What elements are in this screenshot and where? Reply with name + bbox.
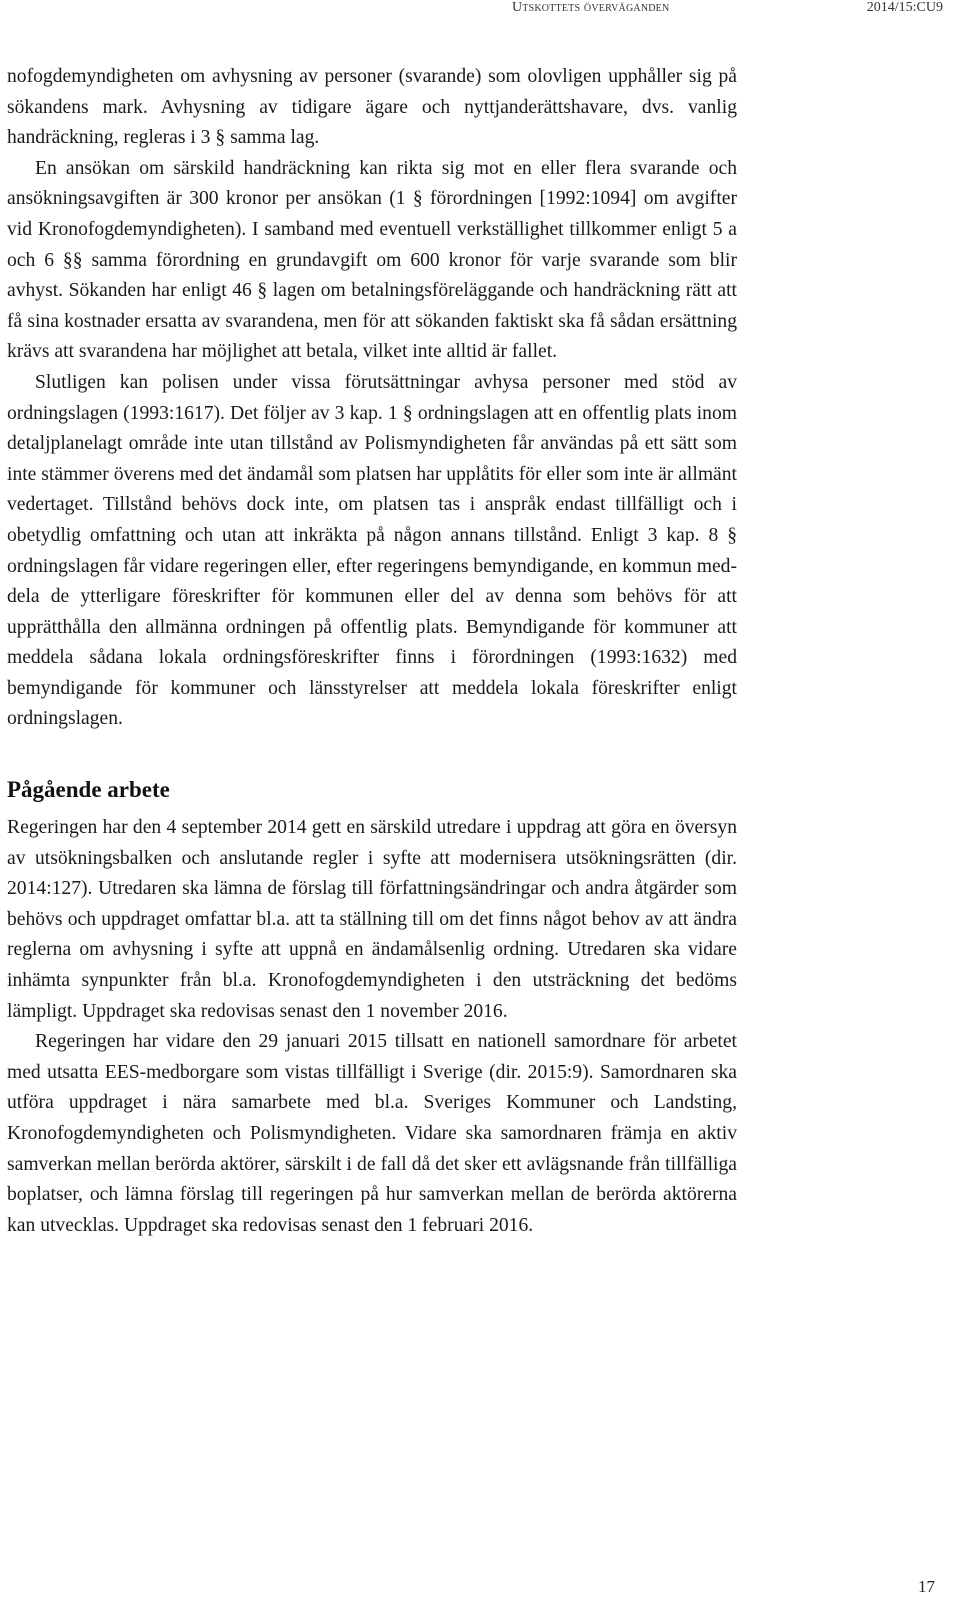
running-header [0, 0, 960, 22]
paragraph-national-coordinator: Regeringen har vidare den 29 januari 2015 tillsatt en nationell samordnare för arbetet med utsatta EES-medborgare som vistas tillfälligt i Sverige (dir. 2015:9). Samordnaren ska utföra uppdraget i nära samarbete med bl.a. Sveriges Kommuner och Landsting, Kronofogdemyndigheten och Polismyndigheten. Vidare ska samordnaren främja en aktiv samverkan mellan berörda aktörer, särskilt i de fall då det sker ett avlägsnande från tillfälliga boplatser, och lämna förslag till regeringen på hur samverkan mellan de berörda aktörerna kan utvecklas. Uppdraget ska redovisas senast den 1 februari 2016. [7, 1031, 737, 1236]
section-heading: Pågående arbete [7, 777, 170, 803]
paragraph-continuation: nofogdemyndigheten om avhysning av personer (svarande) som olovligen upphåller sig på sökandens mark. Avhysning av tidigare ägare och nyttjanderättshavare, dvs. vanlig handräckning, regleras i 3 § samma lag. [7, 66, 737, 149]
header-section-title: Utskottets överväganden [512, 0, 670, 15]
paragraph-police-eviction: Slutligen kan polisen under vissa förutsättningar avhysa personer med stöd av ordningslagen (1993:1617). Det följer av 3 kap. 1 § ordningslagen att en offentlig plats inom detaljplanelagt område inte utan tillstånd av Polismyndigheten får användas på ett sätt som inte stämmer överens med det ändamål som platsen har upplåtits för eller som inte är allmänt vedertaget. Tillstånd behövs dock inte, om platsen tas i anspråk endast tillfälligt och i obetydlig omfattning och utan att inkräkta på någon annans tillstånd. Enligt 3 kap. 8 § ordningslagen får vidare regeringen eller, efter regeringens bemyndigande, en kommun meddela de ytterligare föreskrifter för kommunen eller del av denna som behövs för att upprätthålla den allmänna ordningen på offentlig plats. Bemyndigande för kommuner att meddela sådana lokala ordningsföreskrifter finns i förordningen (1993:1632) med bemyndigande för kommuner och länsstyrelser att meddela lokala föreskrifter enligt ordningslagen. [7, 371, 737, 730]
main-text [7, 62, 737, 1241]
page-number: 17 [918, 1577, 935, 1596]
paragraph-application-fees: En ansökan om särskild handräckning kan rikta sig mot en eller flera svarande och ansökningsavgiften är 300 kronor per ansökan (1 § förordningen [1992:1094] om avgifter vid Kronofogdemyndigheten). I samband med eventuell verkställighet tillkommer enligt 5 a och 6 §§ samma förordning en grundavgift om 600 kronor för varje svarande som blir avhyst. Sökanden har enligt 46 § lagen om betalningsföreläggande och handräckning rätt att få sina kostnader ersatta av svarandena, men för att sökanden faktiskt ska få sådan ersättning krävs att svarandena har möjlighet att betala, vilket inte alltid är fallet. [7, 157, 737, 363]
header-document-id: 2014/15:CU9 [866, 0, 943, 15]
paragraph-ongoing-work: Regeringen har den 4 september 2014 gett en särskild utredare i uppdrag att göra en översyn av utsökningsbalken och anslutande regler i syfte att modernisera utsökningsrätten (dir. 2014:127). Utredaren ska lämna de förslag till författningsändringar och andra åtgärder som behövs och uppdraget omfattar bl.a. att ta ställning till om det finns något behov av att ändra reglerna om avhysning i syfte att uppnå en ändamålsenlig ordning. Utredaren ska vidare inhämta synpunkter från bl.a. Kronofogdemyndigheten i den utsträckning det bedöms lämpligt. Uppdraget ska redovisas senast den 1 november 2016. [7, 817, 737, 1022]
